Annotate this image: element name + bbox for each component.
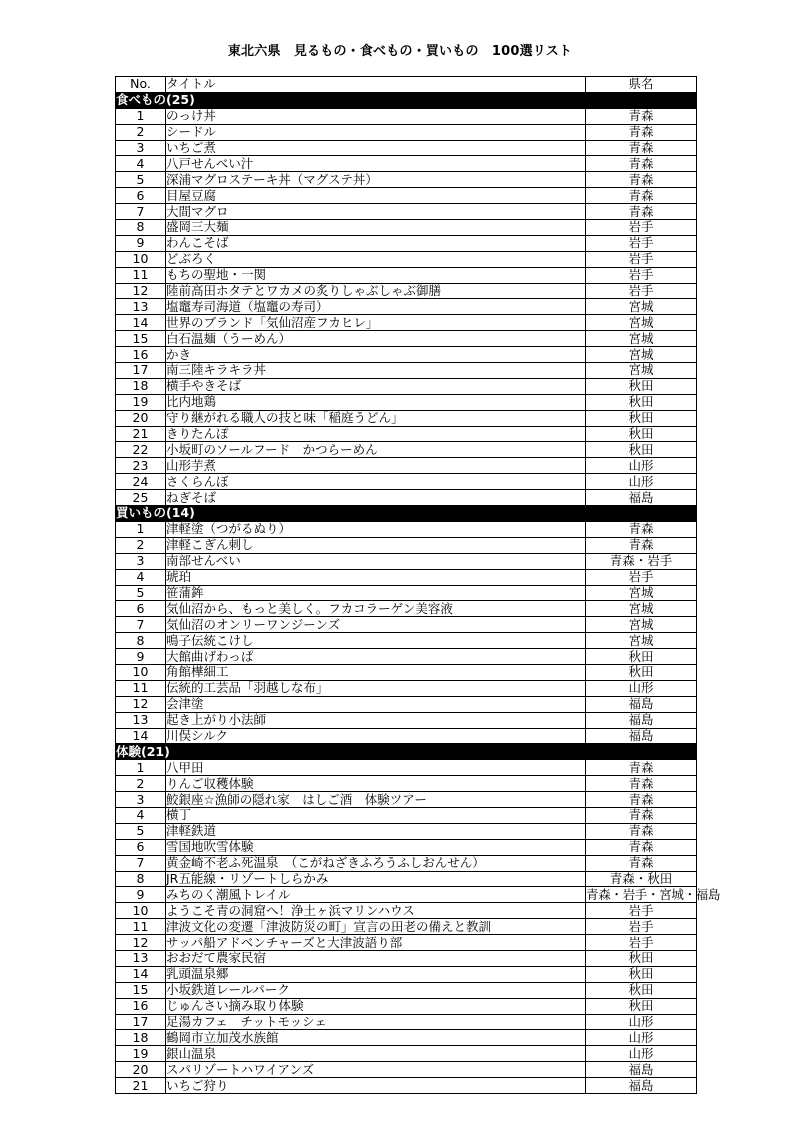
row-title: 塩竈寿司海道（塩竈の寿司） [166,299,586,315]
row-number: 8 [116,633,166,649]
table-row [116,172,697,188]
table-row [116,1030,697,1046]
table-row [116,474,697,490]
row-prefecture: 福島 [586,1062,697,1078]
row-prefecture: 福島 [586,712,697,728]
row-prefecture: 秋田 [586,649,697,665]
row-prefecture: 青森 [586,807,697,823]
row-title: いちご煮 [166,140,586,156]
row-title: いちご狩り [166,1078,586,1094]
header-no: No. [116,77,166,93]
table-row [116,220,697,236]
table-row [116,712,697,728]
table-row [116,998,697,1014]
row-title: かき [166,347,586,363]
table-row [116,680,697,696]
row-title: わんこそば [166,235,586,251]
row-prefecture: 青森 [586,823,697,839]
row-prefecture: 山形 [586,474,697,490]
row-title: 盛岡三大麺 [166,220,586,236]
row-number: 2 [116,124,166,140]
table-header-row [116,77,697,93]
table-row [116,299,697,315]
row-prefecture: 岩手 [586,935,697,951]
table-row [116,108,697,124]
row-number: 2 [116,776,166,792]
table-row [116,1046,697,1062]
row-number: 12 [116,696,166,712]
table-row [116,950,697,966]
table-row [116,935,697,951]
table-row [116,521,697,537]
table-row [116,442,697,458]
row-title: 小坂町のソールフード かつらーめん [166,442,586,458]
table-row [116,601,697,617]
row-title: きりたんぽ [166,426,586,442]
row-title: 黄金崎不老ふ死温泉 （こがねざきふろうふしおんせん） [166,855,586,871]
row-prefecture: 岩手 [586,569,697,585]
table-row [116,649,697,665]
table-row [116,966,697,982]
row-title: シードル [166,124,586,140]
row-prefecture: 岩手 [586,251,697,267]
row-number: 4 [116,807,166,823]
row-prefecture: 岩手 [586,235,697,251]
section-label: 体験(21) [116,744,697,760]
row-title: 世界のブランド「気仙沼産フカヒレ」 [166,315,586,331]
row-prefecture: 宮城 [586,617,697,633]
row-title: 南三陸キラキラ丼 [166,363,586,379]
row-title: 伝統的工芸品「羽越しな布」 [166,680,586,696]
row-prefecture: 宮城 [586,601,697,617]
header-prefecture: 県名 [586,77,697,93]
row-number: 8 [116,871,166,887]
row-title: 横丁 [166,807,586,823]
table-row [116,760,697,776]
table-row [116,982,697,998]
table-row [116,490,697,506]
table-row [116,235,697,251]
row-number: 6 [116,188,166,204]
row-prefecture: 福島 [586,696,697,712]
table-row [116,188,697,204]
table-row [116,1014,697,1030]
row-number: 5 [116,585,166,601]
row-title: 津軽鉄道 [166,823,586,839]
row-title: 雪国地吹雪体験 [166,839,586,855]
row-prefecture: 山形 [586,1046,697,1062]
row-prefecture: 秋田 [586,950,697,966]
row-number: 15 [116,331,166,347]
row-number: 20 [116,410,166,426]
section-header-row [116,744,697,760]
row-number: 6 [116,839,166,855]
row-title: 八戸せんべい汁 [166,156,586,172]
row-title: みちのく潮風トレイル [166,887,586,903]
row-number: 10 [116,903,166,919]
row-title: 目屋豆腐 [166,188,586,204]
row-number: 1 [116,108,166,124]
row-number: 10 [116,664,166,680]
row-prefecture: 宮城 [586,363,697,379]
table-row [116,664,697,680]
table-row [116,315,697,331]
row-number: 8 [116,220,166,236]
row-title: もちの聖地・一関 [166,267,586,283]
row-number: 23 [116,458,166,474]
row-title: 川俣シルク [166,728,586,744]
row-title: 深浦マグロステーキ丼（マグステ丼） [166,172,586,188]
row-prefecture: 秋田 [586,394,697,410]
row-title: 山形芋煮 [166,458,586,474]
row-prefecture: 青森 [586,140,697,156]
row-prefecture: 山形 [586,1030,697,1046]
table-row [116,331,697,347]
row-prefecture: 宮城 [586,585,697,601]
row-number: 18 [116,378,166,394]
row-number: 5 [116,823,166,839]
row-number: 24 [116,474,166,490]
table-row [116,426,697,442]
row-number: 14 [116,315,166,331]
row-number: 6 [116,601,166,617]
row-number: 9 [116,235,166,251]
row-prefecture: 青森 [586,839,697,855]
row-title: 大館曲げわっぱ [166,649,586,665]
row-prefecture: 青森 [586,188,697,204]
table-row [116,633,697,649]
row-prefecture: 青森・岩手・宮城・福島 [586,886,721,902]
row-title: 陸前高田ホタテとワカメの炙りしゃぶしゃぶ御膳 [166,283,586,299]
row-prefecture: 青森 [586,537,697,553]
table-row [116,696,697,712]
row-title: 津軽こぎん刺し [166,537,586,553]
header-title: タイトル [166,77,586,93]
row-title: ようこそ青の洞窟へ！浄土ヶ浜マリンハウス [166,903,586,919]
row-prefecture: 秋田 [586,982,697,998]
row-title: JR五能線・リゾートしらかみ [166,871,586,887]
row-prefecture: 山形 [586,1014,697,1030]
row-number: 7 [116,617,166,633]
row-prefecture: 秋田 [586,426,697,442]
table-row [116,871,697,887]
table-row [116,124,697,140]
row-number: 3 [116,792,166,808]
row-title: 銀山温泉 [166,1046,586,1062]
table-row [116,792,697,808]
table-row [116,394,697,410]
row-number: 19 [116,1046,166,1062]
row-prefecture: 青森 [586,776,697,792]
row-title: 気仙沼から、もっと美しく。フカコラーゲン美容液 [166,601,586,617]
row-prefecture: 秋田 [586,664,697,680]
row-title: 角館樺細工 [166,664,586,680]
row-number: 25 [116,490,166,506]
row-prefecture: 青森 [586,521,697,537]
row-title: 鳴子伝統こけし [166,633,586,649]
row-number: 12 [116,283,166,299]
row-prefecture: 岩手 [586,220,697,236]
row-title: サッパ船アドベンチャーズと大津波語り部 [166,935,586,951]
row-prefecture: 宮城 [586,633,697,649]
row-prefecture: 山形 [586,458,697,474]
row-title: ねぎそば [166,490,586,506]
row-prefecture: 岩手 [586,903,697,919]
row-prefecture: 青森 [586,108,697,124]
table-row [116,378,697,394]
row-title: 南部せんべい [166,553,586,569]
row-title: おおだて農家民宿 [166,950,586,966]
row-prefecture: 青森 [586,172,697,188]
row-number: 7 [116,204,166,220]
row-number: 1 [116,521,166,537]
row-title: どぶろく [166,251,586,267]
row-prefecture: 宮城 [586,331,697,347]
row-title: りんご収穫体験 [166,776,586,792]
row-title: 津軽塗（つがるぬり） [166,521,586,537]
row-prefecture: 青森 [586,855,697,871]
row-number: 9 [116,887,166,903]
row-number: 4 [116,156,166,172]
row-number: 19 [116,394,166,410]
row-number: 17 [116,1014,166,1030]
row-number: 13 [116,299,166,315]
table-row [116,458,697,474]
row-prefecture: 秋田 [586,410,697,426]
table-row [116,617,697,633]
row-title: 大間マグロ [166,204,586,220]
row-prefecture: 山形 [586,680,697,696]
table-row [116,728,697,744]
row-prefecture: 秋田 [586,442,697,458]
row-prefecture: 福島 [586,1078,697,1094]
row-number: 11 [116,680,166,696]
row-number: 13 [116,950,166,966]
row-prefecture: 秋田 [586,966,697,982]
row-prefecture: 岩手 [586,919,697,935]
table-row [116,823,697,839]
row-title: 気仙沼のオンリーワンジーンズ [166,617,586,633]
row-prefecture: 青森 [586,760,697,776]
row-title: 横手やきそば [166,378,586,394]
row-number: 11 [116,919,166,935]
row-title: 守り継がれる職人の技と味「稲庭うどん」 [166,410,586,426]
page-title: 東北六県 見るもの・食べもの・買いもの 100選リスト [227,44,573,59]
row-prefecture: 秋田 [586,378,697,394]
table-row [116,283,697,299]
table-row [116,919,697,935]
table-body [116,76,721,1094]
row-title: 会津塗 [166,696,586,712]
row-number: 16 [116,347,166,363]
row-title: のっけ丼 [166,108,586,124]
row-prefecture: 青森 [586,792,697,808]
table-row [116,267,697,283]
row-title: 鮫銀座☆漁師の隠れ家 はしご酒 体験ツアー [166,792,586,808]
row-prefecture: 福島 [586,490,697,506]
row-number: 4 [116,569,166,585]
row-number: 14 [116,728,166,744]
table-row [116,156,697,172]
row-number: 14 [116,966,166,982]
row-number: 11 [116,267,166,283]
row-number: 5 [116,172,166,188]
table-row [116,1078,697,1094]
row-number: 3 [116,553,166,569]
row-number: 9 [116,649,166,665]
row-title: 白石温麺（うーめん） [166,331,586,347]
table-row [116,903,697,919]
row-number: 16 [116,998,166,1014]
table-row [116,839,697,855]
row-number: 3 [116,140,166,156]
row-title: さくらんぼ [166,474,586,490]
row-prefecture: 青森 [586,156,697,172]
row-prefecture: 青森・秋田 [586,871,697,887]
table-row [116,1062,697,1078]
row-number: 12 [116,935,166,951]
table-row [116,204,697,220]
row-number: 18 [116,1030,166,1046]
row-title: 八甲田 [166,760,586,776]
table-row [116,251,697,267]
list-table [115,76,721,1094]
row-title: 乳頭温泉郷 [166,966,586,982]
row-number: 22 [116,442,166,458]
table-row [116,776,697,792]
row-title: 鶴岡市立加茂水族館 [166,1030,586,1046]
row-title: じゅんさい摘み取り体験 [166,998,586,1014]
row-prefecture: 岩手 [586,283,697,299]
row-number: 21 [116,1078,166,1094]
table-row [116,537,697,553]
table-row [116,585,697,601]
row-prefecture: 青森 [586,204,697,220]
section-label: 食べもの(25) [116,92,697,108]
row-title: スパリゾートハワイアンズ [166,1062,586,1078]
row-number: 20 [116,1062,166,1078]
row-prefecture: 福島 [586,728,697,744]
section-label: 買いもの(14) [116,506,697,522]
section-header-row [116,92,697,108]
row-prefecture: 青森・岩手 [586,553,697,569]
row-number: 10 [116,251,166,267]
row-number: 13 [116,712,166,728]
row-number: 15 [116,982,166,998]
row-title: 津波文化の変遷「津波防災の町」宣言の田老の備えと教訓 [166,919,586,935]
table-row [116,140,697,156]
row-prefecture: 宮城 [586,299,697,315]
table-row [116,363,697,379]
table-row [116,887,697,903]
table-row [116,569,697,585]
row-number: 7 [116,855,166,871]
row-title: 小坂鉄道レールパーク [166,982,586,998]
table-row [116,807,697,823]
row-title: 起き上がり小法師 [166,712,586,728]
row-prefecture: 宮城 [586,315,697,331]
row-title: 琥珀 [166,569,586,585]
row-number: 21 [116,426,166,442]
row-prefecture: 岩手 [586,267,697,283]
row-number: 2 [116,537,166,553]
row-title: 足湯カフェ チットモッシェ [166,1014,586,1030]
section-header-row [116,506,697,522]
row-prefecture: 秋田 [586,998,697,1014]
row-number: 17 [116,363,166,379]
row-number: 1 [116,760,166,776]
row-title: 笹蒲鉾 [166,585,586,601]
row-title: 比内地鶏 [166,394,586,410]
row-prefecture: 宮城 [586,347,697,363]
table-row [116,553,697,569]
row-prefecture: 青森 [586,124,697,140]
table-row [116,347,697,363]
table-row [116,410,697,426]
table-row [116,855,697,871]
